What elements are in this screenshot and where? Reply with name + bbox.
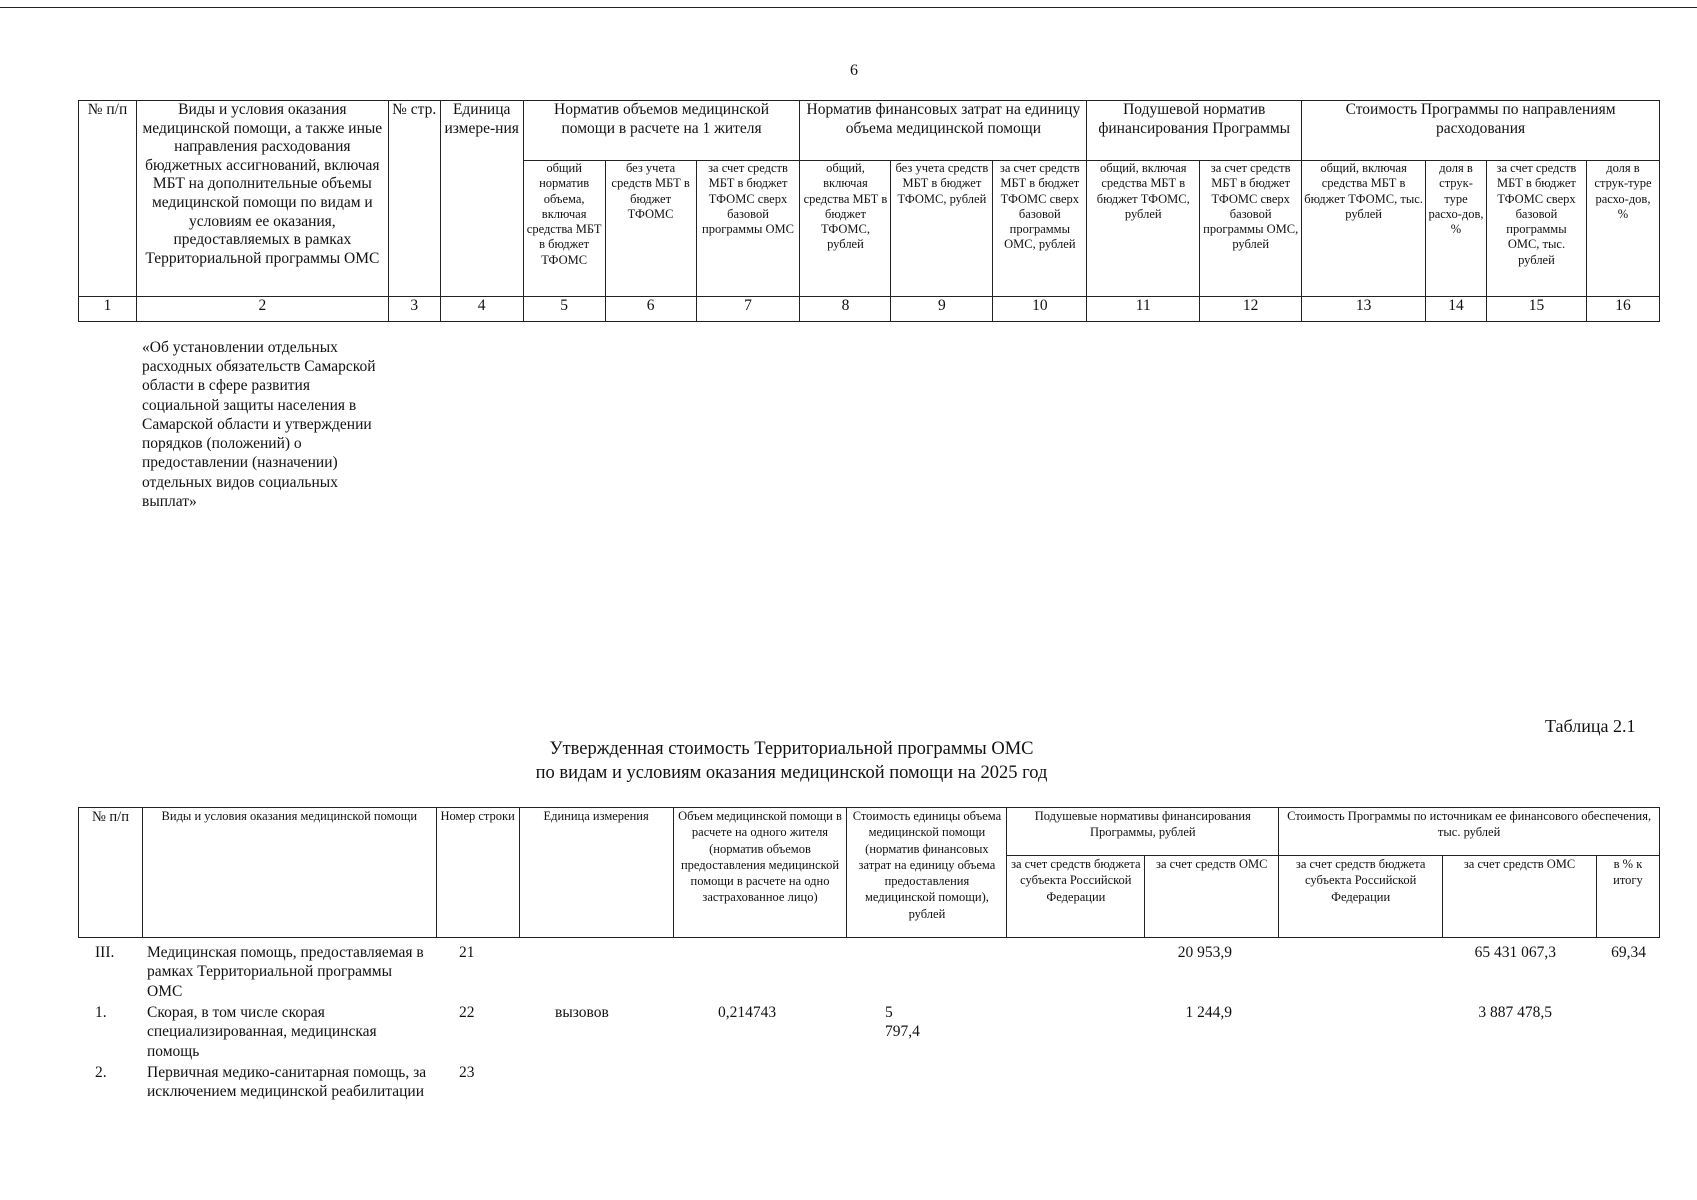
t1-col-7: за счет средств МБТ в бюджет ТФОМС сверх базовой программы ОМС: [696, 161, 800, 297]
row-cost-oms: 3 887 478,5: [1478, 1004, 1552, 1021]
top-rule: [0, 7, 1697, 8]
row-percapita-oms: 1 244,9: [1185, 1004, 1232, 1021]
t1-group-cost: Норматив финансовых затрат на единицу объема медицинской помощи: [800, 101, 1087, 161]
t2-group-program-cost: Стоимость Программы по источникам ее финансового обеспечения, тыс. рублей: [1279, 808, 1660, 856]
t1-colnum: 2: [136, 297, 388, 322]
t1-colnum: 14: [1426, 297, 1487, 322]
row-kind: Первичная медико-санитарная помощь, за исключением медицинской реабилитации: [147, 1064, 427, 1101]
t1-group-program-cost: Стоимость Программы по направлениям расходования: [1302, 101, 1660, 161]
t1-col-11: общий, включая средства МБТ в бюджет ТФОМС, рублей: [1087, 161, 1200, 297]
t2-col-unit-header: Единица измерения: [519, 808, 673, 938]
t1-colnum: 3: [388, 297, 440, 322]
t2-group-percapita: Подушевые нормативы финансирования Программы, рублей: [1007, 808, 1279, 856]
row-line: 22: [459, 1004, 475, 1021]
t1-col-10: за счет средств МБТ в бюджет ТФОМС сверх базовой программы ОМС, рублей: [993, 161, 1087, 297]
t1-colnum: 12: [1200, 297, 1302, 322]
table-1: [78, 100, 1660, 322]
row-unitcost: 5 797,4: [885, 1004, 920, 1041]
t1-col-8: общий, включая средства МБТ в бюджет ТФОМС, рублей: [800, 161, 891, 297]
title-line-1: Утвержденная стоимость Территориальной программы ОМС: [549, 739, 1034, 759]
t1-colnum: 1: [79, 297, 137, 322]
t1-colnum: 8: [800, 297, 891, 322]
row-num: 1.: [95, 1004, 107, 1021]
page-number: 6: [850, 62, 858, 79]
t1-colnum: 11: [1087, 297, 1200, 322]
t1-group-percapita: Подушевой норматив финансирования Программы: [1087, 101, 1302, 161]
t1-col-kind-header: Виды и условия оказания медицинской помощи, а также иные направления расходования бюджетных ассигнований, включая МБТ на дополнительные объемы медицинской помощи по видам и условиям ее оказания, предоставляемых в рамках Территориальной программы ОМС: [136, 101, 388, 297]
t2-col-line-header: Номер строки: [436, 808, 519, 938]
t2-col-7: за счет средств бюджета субъекта Российской Федерации: [1007, 856, 1145, 938]
row-kind: Медицинская помощь, предоставляемая в рамках Территориальной программы ОМС: [147, 944, 424, 1000]
t1-colnum: 15: [1486, 297, 1586, 322]
t2-col-9: за счет средств бюджета субъекта Российской Федерации: [1279, 856, 1443, 938]
t1-colnum: 9: [891, 297, 993, 322]
t2-col-10: за счет средств ОМС: [1443, 856, 1597, 938]
t2-col-num-header: № п/п: [79, 808, 143, 938]
t1-colnum: 5: [523, 297, 605, 322]
t2-col-8: за счет средств ОМС: [1145, 856, 1279, 938]
row-line: 23: [459, 1064, 475, 1081]
t2-col-11: в % к итогу: [1596, 856, 1659, 938]
t1-col-num-header: № п/п: [79, 101, 137, 297]
t1-col-13: общий, включая средства МБТ в бюджет ТФОМС, тыс. рублей: [1302, 161, 1426, 297]
t1-col-14: доля в струк-туре расхо-дов, %: [1426, 161, 1487, 297]
table-label: Таблица 2.1: [1545, 716, 1636, 736]
t2-col-volume-header: Объем медицинской помощи в расчете на одного жителя (норматив объемов предоставления медицинской помощи в расчете на одно застрахованное лицо): [673, 808, 847, 938]
t1-colnum: 7: [696, 297, 800, 322]
row-cost-oms: 65 431 067,3: [1474, 944, 1556, 961]
title-line-2: по видам и условиям оказания медицинской помощи на 2025 год: [535, 762, 1048, 783]
legal-reference-note: «Об установлении отдельных расходных обязательств Самарской области в сфере развития социальной защиты населения в Самарской области и утверждении порядков (положений) о предоставлении (назначении) отдельных видов социальных выплат»: [142, 339, 376, 510]
t1-col-5: общий норматив объема, включая средства МБТ в бюджет ТФОМС: [523, 161, 605, 297]
t1-col-12: за счет средств МБТ в бюджет ТФОМС сверх базовой программы ОМС, рублей: [1200, 161, 1302, 297]
t1-colnum: 16: [1586, 297, 1659, 322]
row-num: III.: [95, 944, 115, 961]
row-unit: вызовов: [555, 1004, 609, 1021]
t1-group-volume: Норматив объемов медицинской помощи в расчете на 1 жителя: [523, 101, 800, 161]
t1-col-15: за счет средств МБТ в бюджет ТФОМС сверх базовой программы ОМС, тыс. рублей: [1486, 161, 1586, 297]
row-percent: 69,34: [1611, 944, 1646, 961]
t1-colnum: 4: [440, 297, 523, 322]
table-2-header: [78, 807, 1660, 938]
t1-col-unit-header: Единица измере-ния: [440, 101, 523, 297]
table-2-title: [0, 738, 1697, 785]
t1-col-9: без учета средств МБТ в бюджет ТФОМС, рублей: [891, 161, 993, 297]
t1-col-16: доля в струк-туре расхо-дов, %: [1586, 161, 1659, 297]
t2-col-kind-header: Виды и условия оказания медицинской помощи: [142, 808, 436, 938]
t1-col-line-header: № стр.: [388, 101, 440, 297]
t1-colnum: 13: [1302, 297, 1426, 322]
row-percapita-oms: 20 953,9: [1177, 944, 1232, 961]
row-line: 21: [459, 944, 475, 961]
row-volume: 0,214743: [718, 1004, 777, 1021]
t1-colnum: 6: [605, 297, 696, 322]
row-kind: Скорая, в том числе скорая специализированная, медицинская помощь: [147, 1004, 377, 1060]
t1-colnum: 10: [993, 297, 1087, 322]
t2-col-unitcost-header: Стоимость единицы объема медицинской помощи (норматив финансовых затрат на единицу объема предоставления медицинской помощи), рублей: [847, 808, 1007, 938]
t1-col-6: без учета средств МБТ в бюджет ТФОМС: [605, 161, 696, 297]
row-num: 2.: [95, 1064, 107, 1081]
